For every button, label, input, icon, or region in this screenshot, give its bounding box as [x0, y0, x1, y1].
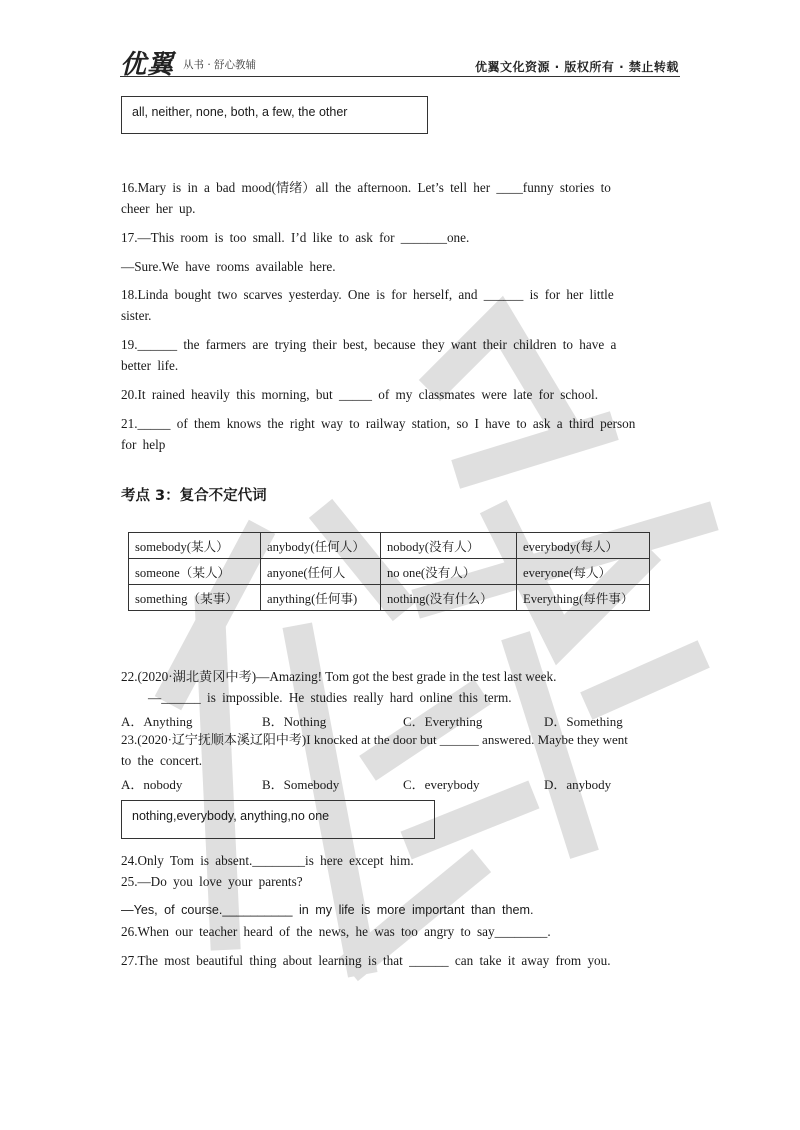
- question-19-line-1: 19.______ the farmers are trying their best, because they want their children to have a: [121, 337, 617, 352]
- option-c[interactable]: C．Everything: [403, 714, 483, 729]
- option-c[interactable]: C．everybody: [403, 777, 480, 792]
- option-d[interactable]: D．anybody: [544, 777, 612, 792]
- question-25-reply: —Yes, of course.__________ in my life is more important than them.: [121, 903, 534, 917]
- compound-pronoun-table: [128, 532, 650, 611]
- table-cell: something（某事）: [129, 585, 261, 611]
- option-b[interactable]: B．Somebody: [262, 777, 340, 792]
- table-row: [129, 585, 650, 611]
- question-24: 24.Only Tom is absent.________is here except him.: [121, 853, 414, 868]
- table-cell: no one(没有人）: [381, 559, 517, 585]
- question-18-line-2: sister.: [121, 308, 152, 323]
- question-16-line-1: 16.Mary is in a bad mood(情绪）all the afternoon. Let’s tell her ____funny stories to: [121, 180, 611, 195]
- copyright-notice: 优翼文化资源 · 版权所有 · 禁止转载: [475, 60, 679, 74]
- question-22-reply: —______ is impossible. He studies really hard online this term.: [148, 690, 512, 705]
- table-cell: anyone(任何人: [261, 559, 381, 585]
- question-21-line-2: for help: [121, 437, 166, 452]
- publisher-tagline: 从书 · 舒心教辅: [183, 59, 257, 71]
- question-16-line-2: cheer her up.: [121, 201, 196, 216]
- option-a[interactable]: A．nobody: [121, 777, 183, 792]
- table-row: [129, 533, 650, 559]
- word-bank-box: all, neither, none, both, a few, the other: [121, 96, 428, 134]
- question-19: [121, 334, 679, 376]
- table-cell: Everything(每件事）: [517, 585, 650, 611]
- question-22-stem: 22.(2020·湖北黄冈中考)—Amazing! Tom got the best grade in the test last week.: [121, 669, 557, 684]
- table-cell: everyone(每人）: [517, 559, 650, 585]
- question-25: 25.—Do you love your parents?: [121, 874, 303, 889]
- section-heading: 考点 3：复合不定代词: [121, 488, 267, 504]
- table-cell: nobody(没有人）: [381, 533, 517, 559]
- question-17-reply: —Sure.We have rooms available here.: [121, 259, 336, 274]
- option-a[interactable]: A．Anything: [121, 714, 193, 729]
- question-17: 17.—This room is too small. I’d like to ask for _______one.: [121, 230, 470, 245]
- table-cell: anybody(任何人）: [261, 533, 381, 559]
- question-27: 27.The most beautiful thing about learning is that ______ can take it away from you.: [121, 953, 611, 968]
- table-cell: someone（某人）: [129, 559, 261, 585]
- option-d[interactable]: D．Something: [544, 714, 623, 729]
- question-23-stem: 23.(2020·辽宁抚顺本溪辽阳中考)I knocked at the door but ______ answered. Maybe they went: [121, 732, 628, 747]
- question-18: [121, 284, 679, 326]
- word-bank-box-2: nothing,everybody, anything,no one: [121, 800, 435, 839]
- question-21-line-1: 21._____ of them knows the right way to railway station, so I have to ask a third person: [121, 416, 636, 431]
- table-cell: everybody(每人）: [517, 533, 650, 559]
- question-23-stem-cont: to the concert.: [121, 753, 203, 768]
- question-21: [121, 413, 679, 455]
- table-cell: nothing(没有什么）: [381, 585, 517, 611]
- header-divider: [120, 76, 680, 77]
- question-16: [121, 177, 679, 219]
- table-cell: anything(任何事): [261, 585, 381, 611]
- option-b[interactable]: B．Nothing: [262, 714, 327, 729]
- question-19-line-2: better life.: [121, 358, 179, 373]
- publisher-logo: 优翼: [120, 50, 175, 80]
- question-26: 26.When our teacher heard of the news, he was too angry to say________.: [121, 924, 551, 939]
- question-18-line-1: 18.Linda bought two scarves yesterday. One is for herself, and ______ is for her little: [121, 287, 614, 302]
- table-cell: somebody(某人）: [129, 533, 261, 559]
- question-20: 20.It rained heavily this morning, but _____ of my classmates were late for school.: [121, 387, 599, 402]
- table-row: [129, 559, 650, 585]
